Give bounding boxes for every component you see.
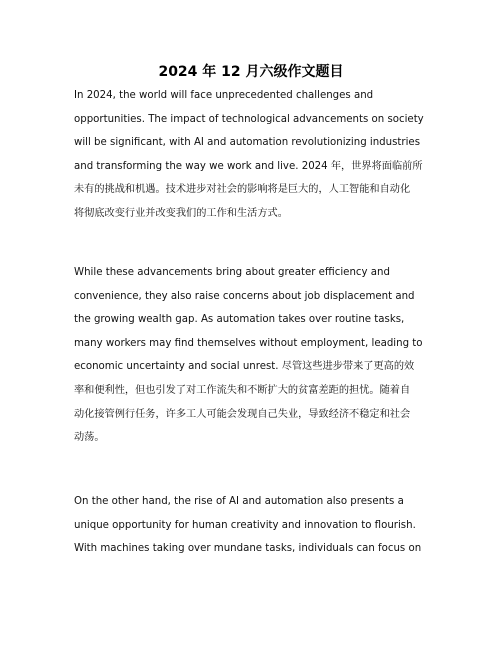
paragraph-line: In 2024, the world will face unprecedented challenges and	[74, 90, 374, 101]
paragraph-line: and transforming the way we work and live. 2024 年，世界将面临前所	[74, 160, 423, 172]
paragraph-line: 动化接管例行任务，许多工人可能会发现自己失业，导致经济不稳定和社会	[74, 408, 411, 420]
paragraph-line: convenience, they also raise concerns about job displacement and	[74, 290, 415, 302]
paragraph-2	[74, 261, 434, 450]
paragraph-line: With machines taking over mundane tasks, individuals can focus on	[74, 543, 422, 555]
paragraph-line: will be significant, with AI and automation revolutionizing industries	[74, 137, 421, 149]
paragraph-3	[74, 490, 434, 561]
paragraph-line: unique opportunity for human creativity and innovation to flourish.	[74, 519, 416, 531]
document-title: 2024 年 12 月六级作文题目	[158, 64, 344, 80]
paragraph-line: the growing wealth gap. As automation takes over routine tasks,	[74, 314, 405, 326]
paragraph-line: 将彻底改变行业并改变我们的工作和生活方式。	[74, 207, 288, 219]
paragraph-line: While these advancements bring about greater efficiency and	[74, 267, 390, 278]
paragraph-line: 未有的挑战和机遇。技术进步对社会的影响将是巨大的，人工智能和自动化	[74, 184, 411, 196]
paragraph-line: 率和便利性，但也引发了对工作流失和不断扩大的贫富差距的担忧。随着自	[74, 384, 411, 396]
paragraph-line: economic uncertainty and social unrest. 尽管这些进步带来了更高的效	[74, 361, 415, 373]
paragraph-line: On the other hand, the rise of AI and automation also presents a	[74, 496, 404, 507]
paragraph-line: opportunities. The impact of technological advancements on society	[74, 113, 424, 125]
paragraph-line: many workers may find themselves without employment, leading to	[74, 337, 423, 349]
paragraph-line: 动荡。	[74, 432, 105, 444]
paragraph-1	[74, 84, 434, 226]
